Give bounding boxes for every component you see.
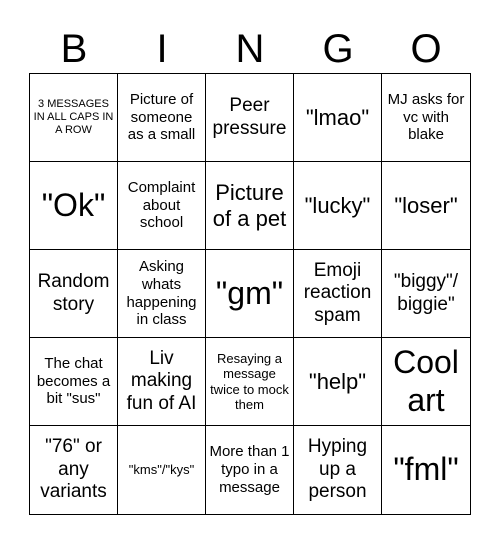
cell-text: Picture of someone as a small xyxy=(127,90,196,144)
bingo-cell[interactable] xyxy=(382,426,470,514)
cell-text: "help" xyxy=(308,368,367,394)
bingo-cell[interactable] xyxy=(382,338,470,426)
cell-text: "loser" xyxy=(394,192,458,218)
cell-text: Random story xyxy=(37,271,110,315)
bingo-cell[interactable] xyxy=(30,338,118,426)
bingo-cell[interactable] xyxy=(294,162,382,250)
bingo-cell[interactable] xyxy=(118,162,206,250)
cell-text: The chat becomes a bit "sus" xyxy=(36,354,111,408)
bingo-cell[interactable] xyxy=(118,74,206,162)
cell-text: "lmao" xyxy=(305,104,370,130)
header-letter-g: G xyxy=(322,27,354,71)
cell-text: Picture of a pet xyxy=(212,179,287,231)
cell-text: Resaying a message twice to mock them xyxy=(210,350,289,412)
bingo-cell[interactable] xyxy=(294,250,382,338)
bingo-cell[interactable] xyxy=(382,74,470,162)
bingo-cell[interactable] xyxy=(382,250,470,338)
cell-text: "76" or any variants xyxy=(40,436,107,503)
header-letter-b: B xyxy=(60,27,88,71)
bingo-cell[interactable] xyxy=(30,74,118,162)
bingo-cell[interactable] xyxy=(294,426,382,514)
cell-text: Emoji reaction spam xyxy=(303,259,372,326)
cell-text: "kms"/"kys" xyxy=(128,462,195,478)
header-letter-o: O xyxy=(410,27,442,71)
cell-text: Peer pressure xyxy=(212,95,287,139)
bingo-cell[interactable] xyxy=(294,338,382,426)
bingo-cell[interactable] xyxy=(206,74,294,162)
bingo-cell[interactable] xyxy=(206,338,294,426)
header-letter-i: I xyxy=(156,27,168,71)
cell-text: Asking whats happening in class xyxy=(126,258,197,329)
cell-text: MJ asks for vc with blake xyxy=(387,90,465,144)
cell-text: "biggy"/ biggie" xyxy=(393,271,459,315)
cell-text: More than 1 typo in a message xyxy=(209,443,290,496)
cell-text: "Ok" xyxy=(41,186,106,223)
cell-text: Hyping up a person xyxy=(307,436,368,503)
bingo-cell[interactable] xyxy=(118,338,206,426)
cell-text: "lucky" xyxy=(304,192,371,218)
bingo-cell[interactable] xyxy=(118,250,206,338)
cell-text: "fml" xyxy=(393,451,459,488)
cell-text: "gm" xyxy=(215,274,284,311)
bingo-cell[interactable] xyxy=(294,74,382,162)
cell-text: Cool art xyxy=(393,343,459,418)
bingo-grid xyxy=(29,73,471,515)
cell-text: Liv making fun of AI xyxy=(126,347,197,414)
bingo-header xyxy=(30,24,470,74)
bingo-cell[interactable] xyxy=(206,250,294,338)
bingo-cell[interactable] xyxy=(30,426,118,514)
bingo-cell[interactable] xyxy=(206,426,294,514)
bingo-cell[interactable] xyxy=(118,426,206,514)
bingo-cell[interactable] xyxy=(206,162,294,250)
bingo-cell[interactable] xyxy=(382,162,470,250)
bingo-cell[interactable] xyxy=(30,162,118,250)
cell-text: 3 MESSAGES IN ALL CAPS IN A ROW xyxy=(33,98,114,136)
cell-text: Complaint about school xyxy=(127,178,196,232)
bingo-cell[interactable] xyxy=(30,250,118,338)
header-letter-n: N xyxy=(235,27,265,71)
